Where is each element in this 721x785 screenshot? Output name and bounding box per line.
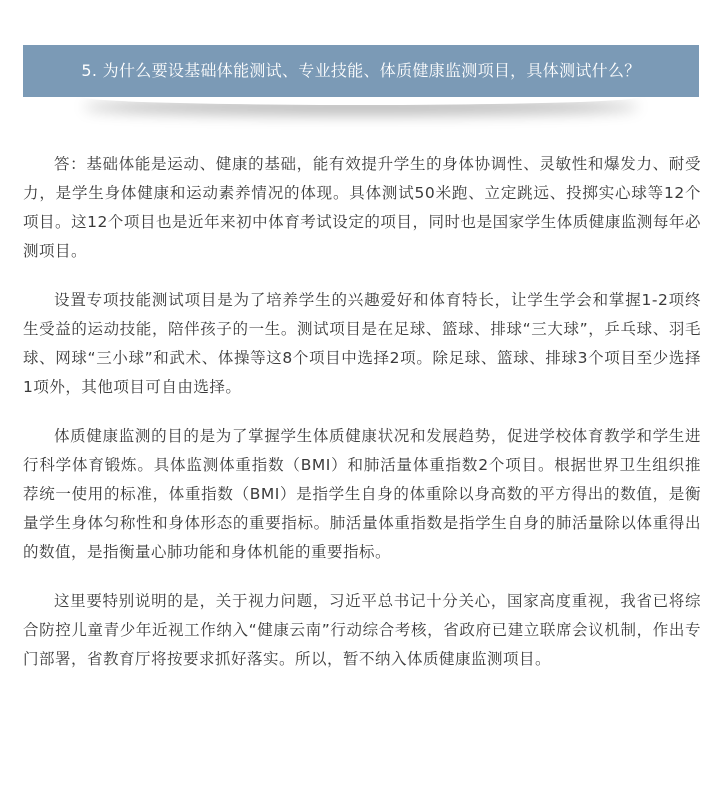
question-title: 5. 为什么要设基础体能测试、专业技能、体质健康监测项目，具体测试什么？ bbox=[23, 45, 699, 97]
question-header bbox=[23, 45, 699, 97]
answer-paragraph-3: 体质健康监测的目的是为了掌握学生体质健康状况和发展趋势，促进学校体育教学和学生进行科学体育锻炼。具体监测体重指数（BMI）和肺活量体重指数2个项目。根据世界卫生组织推荐统一使用的标准，体重指数（BMI）是指学生自身的体重除以身高数的平方得出的数值，是衡量学生身体匀称性和身体形态的重要指标。肺活量体重指数是指学生自身的肺活量除以体重得出的数值，是指衡量心肺功能和身体机能的重要指标。 bbox=[23, 427, 701, 561]
answer-paragraph-1: 答：基础体能是运动、健康的基础，能有效提升学生的身体协调性、灵敏性和爆发力、耐受力，是学生身体健康和运动素养情况的体现。具体测试50米跑、立定跳远、投掷实心球等12个项目。这12个项目也是近年来初中体育考试设定的项目，同时也是国家学生体质健康监测每年必测项目。 bbox=[23, 155, 701, 260]
answer-body bbox=[23, 150, 701, 694]
answer-paragraph-4: 这里要特别说明的是，关于视力问题，习近平总书记十分关心，国家高度重视，我省已将综合防控儿童青少年近视工作纳入“健康云南”行动综合考核，省政府已建立联席会议机制，作出专门部署，省教育厅将按要求抓好落实。所以，暂不纳入体质健康监测项目。 bbox=[23, 592, 701, 668]
answer-paragraph-2: 设置专项技能测试项目是为了培养学生的兴趣爱好和体育特长，让学生学会和掌握1-2项终生受益的运动技能，陪伴孩子的一生。测试项目是在足球、篮球、排球“三大球”，乒乓球、羽毛球、网球“三小球”和武术、体操等这8个项目中选择2项。除足球、篮球、排球3个项目至少选择1项外，其他项目可自由选择。 bbox=[23, 291, 701, 396]
